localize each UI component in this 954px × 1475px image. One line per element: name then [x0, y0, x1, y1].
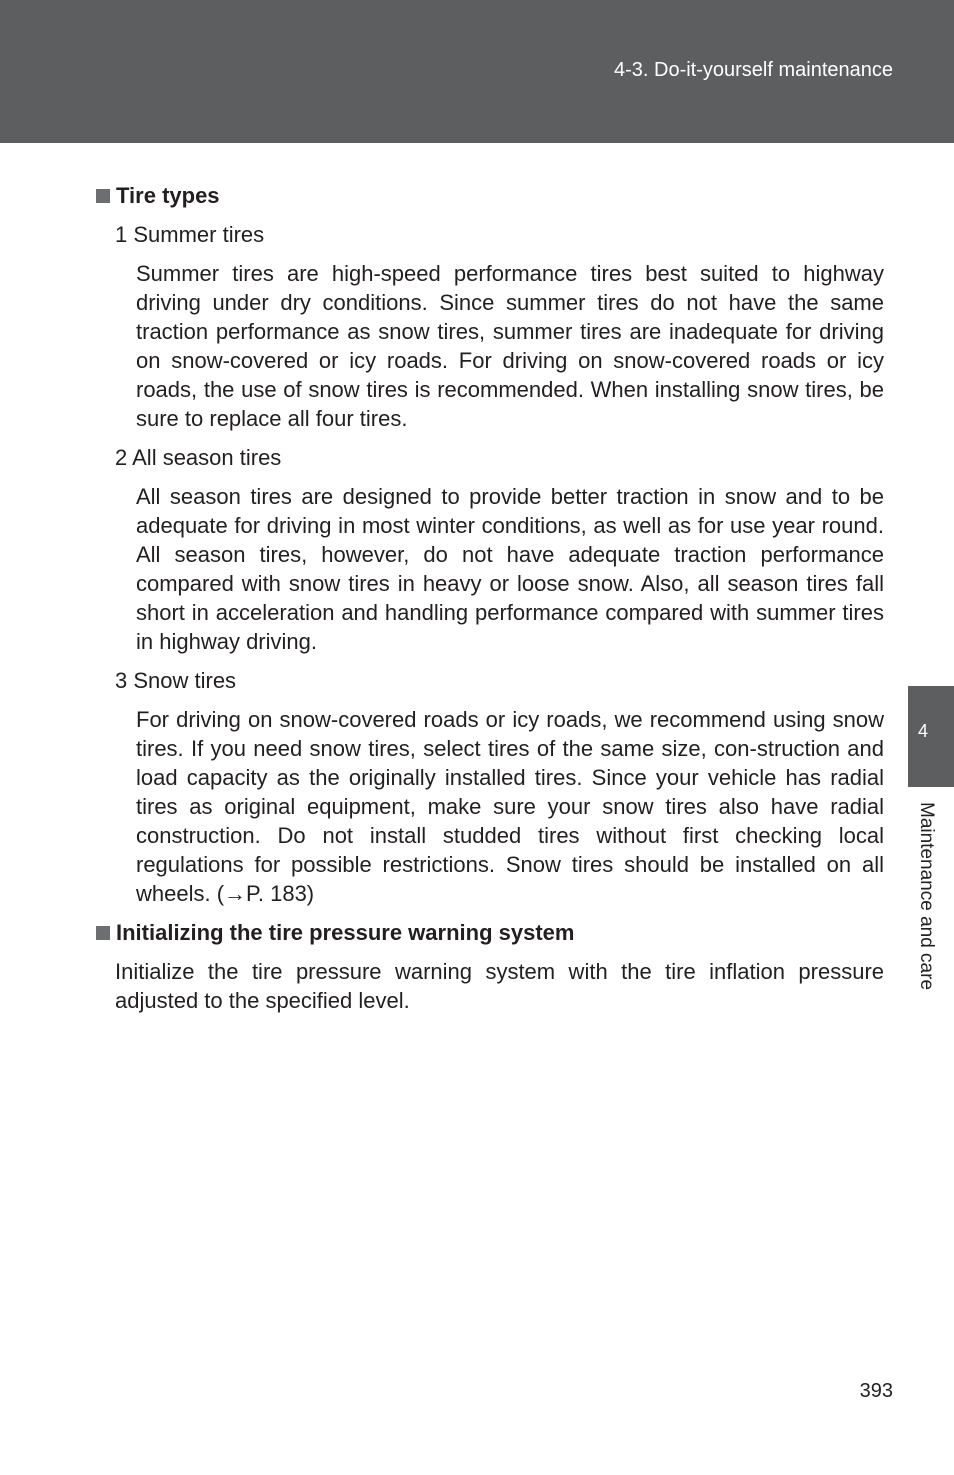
paragraph-summer-tires: Summer tires are high-speed performance tires best suited to highway driving under dry conditions. Since summer tires do not have the same traction performance as snow tires, summer tires are inadequate for driving on snow-covered or icy roads. For driving on snow-covered roads or icy roads, the use of snow tires is recommended. When installing snow tires, be sure to replace all four tires.	[136, 261, 884, 431]
header-band	[0, 0, 954, 143]
page-content	[96, 181, 884, 1025]
item-title-summer-tires: 1 Summer tires	[115, 222, 265, 247]
heading-text: Initializing the tire pressure warning system	[116, 920, 575, 945]
page-number: 393	[859, 1380, 893, 1402]
chapter-number: 4	[917, 721, 928, 741]
paragraph-snow-tires: For driving on snow-covered roads or icy roads, we recommend using snow tires. If you need snow tires, select tires of the same size, con-struction and load capacity as the originally installed tires. Since your vehicle has radial tires as original equipment, make sure your snow tires also have radial construction. Do not install studded tires without first checking local regulations for possible restrictions. Snow tires should be installed on all wheels. (→P. 183)	[136, 707, 884, 906]
square-bullet-icon	[96, 189, 110, 203]
chapter-tab	[908, 686, 954, 787]
heading-initializing-tpws	[96, 918, 884, 947]
heading-text: Tire types	[116, 183, 220, 208]
item-title-all-season-tires: 2 All season tires	[115, 445, 282, 470]
item-title-snow-tires: 3 Snow tires	[115, 668, 237, 693]
section-title: 4-3. Do-it-yourself maintenance	[613, 59, 893, 81]
square-bullet-icon	[96, 926, 110, 940]
heading-tire-types	[96, 181, 884, 210]
paragraph-initializing-tpws: Initialize the tire pressure warning system with the tire inflation pressure adjusted to the specified level.	[115, 959, 884, 1013]
paragraph-all-season-tires: All season tires are designed to provide better traction in snow and to be adequate for driving in most winter conditions, as well as for use year round. All season tires, however, do not have adequate traction performance compared with snow tires in heavy or loose snow. Also, all season tires fall short in acceleration and handling performance compared with summer tires in highway driving.	[136, 484, 884, 654]
chapter-label: Maintenance and care	[916, 802, 937, 991]
